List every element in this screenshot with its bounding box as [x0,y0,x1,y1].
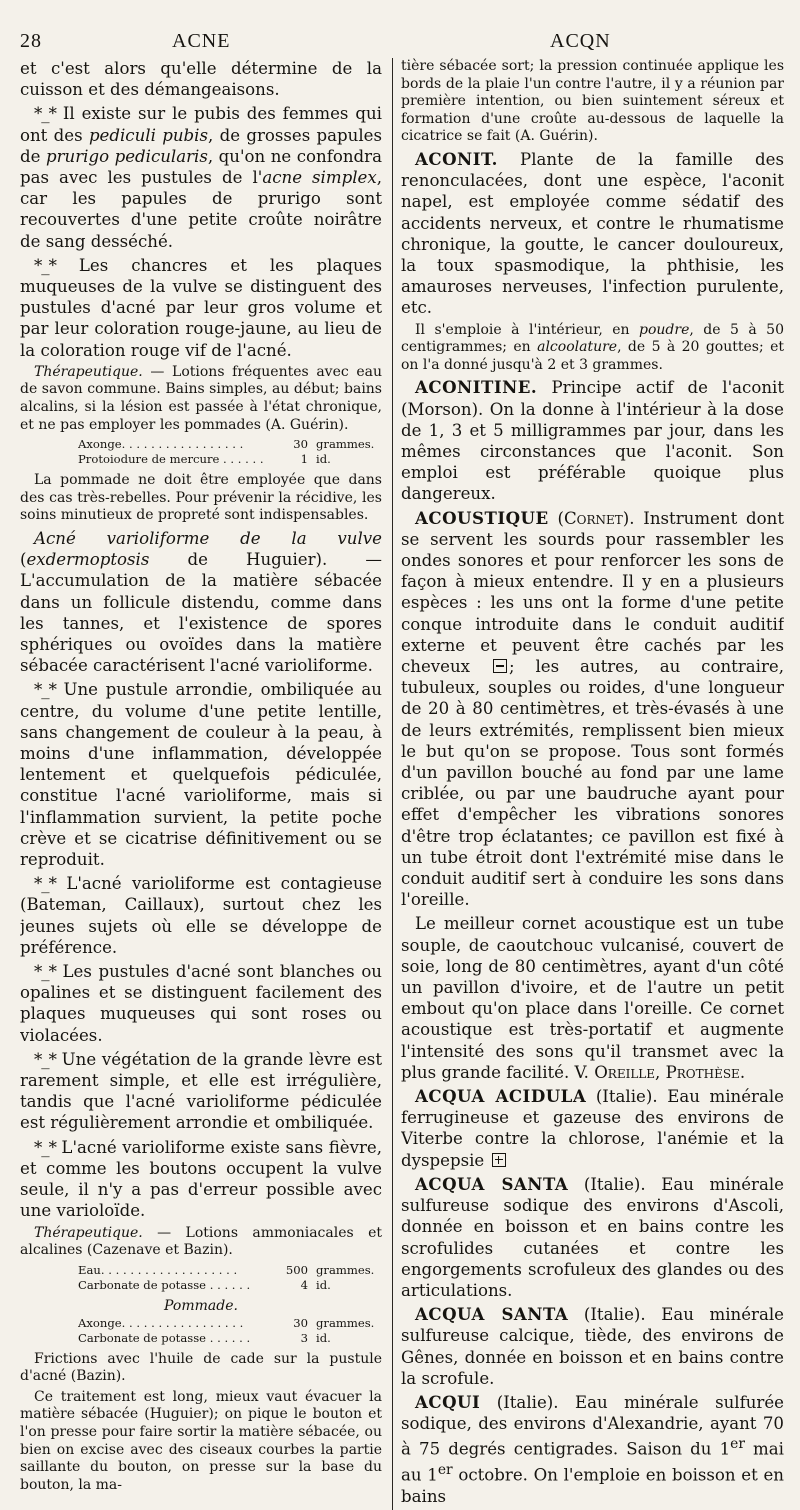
prescription-row: Axonge. . . . . . . . . . . . . . . . . 30 grammes. [78,1315,375,1330]
page-number: 28 [20,30,42,52]
entry-acqua-santa: ACQUA SANTA (Italie). Eau minérale sulfureuse calcique, tiède, des environs de Gênes, donnée en boisson et en bains contre la scrofule. [401,1304,784,1388]
paragraph: Frictions avec l'huile de cade sur la pustule d'acné (Bazin). [20,1350,382,1385]
prescription-list [78,1316,382,1346]
two-column-body [20,58,786,1510]
paragraph: Acné varioliforme de la vulve (exdermoptosis de Huguier). — L'accumulation de la matière sébacée dans un follicule distendu, comme dans les tannes, et l'existence de spores sphériques ou ovoïdes dans la matière sébacée caractérisent l'acné varioliforme. [20,529,382,676]
entry-acqui: ACQUI (Italie). Eau minérale sulfurée sodique, des environs d'Alexandrie, ayant 70 à 75 degrés centigrades. Saison du 1er mai au 1er octobre. On l'emploie en boisson et en bains [401,1391,784,1506]
running-header [20,30,786,56]
right-column [401,58,784,1510]
prescription-row: Protoiodure de mercure . . . . . . 1 id. [78,452,331,467]
prescription-list [78,1263,382,1293]
paragraph: *_* Les pustules d'acné sont blanches ou opalines et se distinguent facilement des plaques muqueuses qui sont roses ou violacées. [20,962,382,1045]
paragraph: et c'est alors qu'elle détermine de la cuisson et des démangeaisons. [20,59,382,100]
headword: ACQUI [415,1391,481,1412]
paragraph: Il s'emploie à l'intérieur, en poudre, de 5 à 50 centigrammes; en alcoolature, de 5 à 20 gouttes; et on l'a donné jusqu'à 2 et 3 grammes. [401,321,784,373]
header-left-word: ACNE [172,30,231,52]
therapeutics-paragraph: Thérapeutique. — Lotions fréquentes avec eau de savon commune. Bains simples, au début; bains alcalins, si la lésion est passée à l'état chronique, et ne pas employer les pommades (A. Guérin). [20,363,382,433]
entry-aconit: ACONIT. Plante de la famille des renonculacées, dont une espèce, l'aconit napel, est employée comme sédatif des accidents nerveux, et contre le rhumatisme chronique, la goutte, le cancer douloureux, la toux spasmodique, la phthisie, les amauroses nerveuses, l'infection purulente, etc. [401,148,784,318]
paragraph: *_* Il existe sur le pubis des femmes qui ont des pediculi pubis, de grosses papules de prurigo pedicularis, qu'on ne confondra pas avec les pustules de l'acne simplex, car les papules de prurigo sont recouvertes d'une petite croûte noirâtre de sang desséché. [20,104,383,251]
paragraph: tière sébacée sort; la pression continuée applique les bords de la plaie l'un contre l'autre, il y a réunion par première intention, ou bien suintement séreux et formation d'une croûte au-dessous de laquelle la cicatrice se fait (A. Guérin). [401,58,784,145]
header-right-word: ACQN [550,30,611,52]
paragraph: *_* Une végétation de la grande lèvre est rarement simple, et elle est irrégulière, tandis que l'acné varioliforme pédiculée est régulièrement arrondie et ombiliquée. [20,1049,382,1133]
left-column [20,58,392,1510]
headword: ACQUA SANTA [415,1304,569,1325]
headword: ACONITINE. [415,377,538,398]
paragraph: *_* Une pustule arrondie, ombiliquée au centre, du volume d'une petite lentille, sans changement de couleur à la peau, à moins d'une inflammation, développée lentement et quelquefois pédiculée, constitue l'acné varioliforme, mais si l'inflammation survient, la petite poche crève et se cicatrise définitivement ou se reproduit. [20,680,382,870]
headword: ACQUA ACIDULA [415,1086,587,1107]
paragraph: Le meilleur cornet acoustique est un tube souple, de caoutchouc vulcanisé, couvert de soie, long de 80 centimètres, ayant d'un côté un pavillon d'ivoire, et de l'autre un petit embout qu'on place dans l'oreille. Ce cornet acoustique est très-portatif et augmente l'intensité des sons qu'il transmet avec la plus grande facilité. V. Oreille, Prothèse. [401,914,784,1082]
paragraph: Ce traitement est long, mieux vaut évacuer la matière sébacée (Huguier); on pique le bouton et l'on presse pour faire sortir la matière sébacée, ou bien on excise avec des ciseaux courbes la partie saillante du bouton, on presse sur la base du bouton, la ma- [20,1388,382,1493]
prescription-list [78,437,382,467]
entry-acqua-acidula: ACQUA ACIDULA (Italie). Eau minérale ferrugineuse et gazeuse des environs de Viterbe contre la chlorose, l'anémie et la dyspepsie [401,1086,784,1170]
paragraph: La pommade ne doit être employée que dans des cas très-rebelles. Pour prévenir la récidive, les soins minutieux de propreté sont indispensables. [20,472,382,524]
entry-aconitine: ACONITINE. Principe actif de l'aconit (Morson). On la donne à l'intérieur à la dose de 1, 3 et 5 milligrammes par jour, dans les mêmes circonstances que l'aconit. Son emploi est préférable quoique plus dangereux. [401,377,784,504]
paragraph: *_* L'acné varioliforme est contagieuse (Bateman, Caillaux), surtout chez les jeunes sujets où elle se développe de préférence. [20,874,382,957]
figure-reference-icon [493,659,507,673]
paragraph: *_* L'acné varioliforme existe sans fièvre, et comme les boutons occupent la vulve seule, il n'y a pas d'erreur possible avec une varioloïde. [20,1137,382,1221]
headword: ACQUA SANTA [415,1173,569,1194]
paragraph: *_* Les chancres et les plaques muqueuses de la vulve se distinguent des pustules d'acné par leur gros volume et par leur coloration rouge-jaune, au lieu de la coloration rouge vif de l'acné. [20,255,382,360]
headword: ACONIT. [415,148,498,169]
column-divider [392,58,393,1510]
entry-acoustique: ACOUSTIQUE (Cornet). Instrument dont se servent les sourds pour rassembler les ondes sonores et pour renforcer les sons de façon à mieux entendre. Il y en a plusieurs espèces : les uns ont la forme d'une petite conque introduite dans le conduit auditif externe et peuvent être cachés par les cheveux ; les autres, au contraire, tubuleux, souples ou roides, d'une longueur de 20 à 80 centimètres, et très-évasés à une de leurs extrémités, remplissent bien mieux le but qu'on se propose. Tous sont formés d'un pavillon bouché au fond par une lame criblée, ou par une baudruche ayant pour effet d'empêcher les vibrations sonores d'être trop éclatantes; ce pavillon est fixé à un tube étroit dont l'extrémité mise dans le conduit auditif sert à conduire les sons dans l'oreille. [401,507,784,910]
prescription-row: Eau. . . . . . . . . . . . . . . . . . . 500 grammes. [78,1262,375,1277]
prescription-row: Axonge. . . . . . . . . . . . . . . . . 30 grammes. [78,437,375,452]
therapeutics-paragraph: Thérapeutique. — Lotions ammoniacales et alcalines (Cazenave et Bazin). [20,1224,382,1259]
pommade-title: Pommade. [164,1297,238,1314]
headword: ACOUSTIQUE [415,507,549,528]
prescription-row: Carbonate de potasse . . . . . . 4 id. [78,1277,331,1292]
prescription-row: Carbonate de potasse . . . . . . 3 id. [78,1330,331,1345]
cross-reference-icon [492,1153,506,1167]
entry-acqua-santa: ACQUA SANTA (Italie). Eau minérale sulfureuse sodique des environs d'Ascoli, donnée en boisson et en bains contre les scrofulides cutanées et contre les engorgements scrofuleux des glandes ou des articulations. [401,1173,784,1300]
